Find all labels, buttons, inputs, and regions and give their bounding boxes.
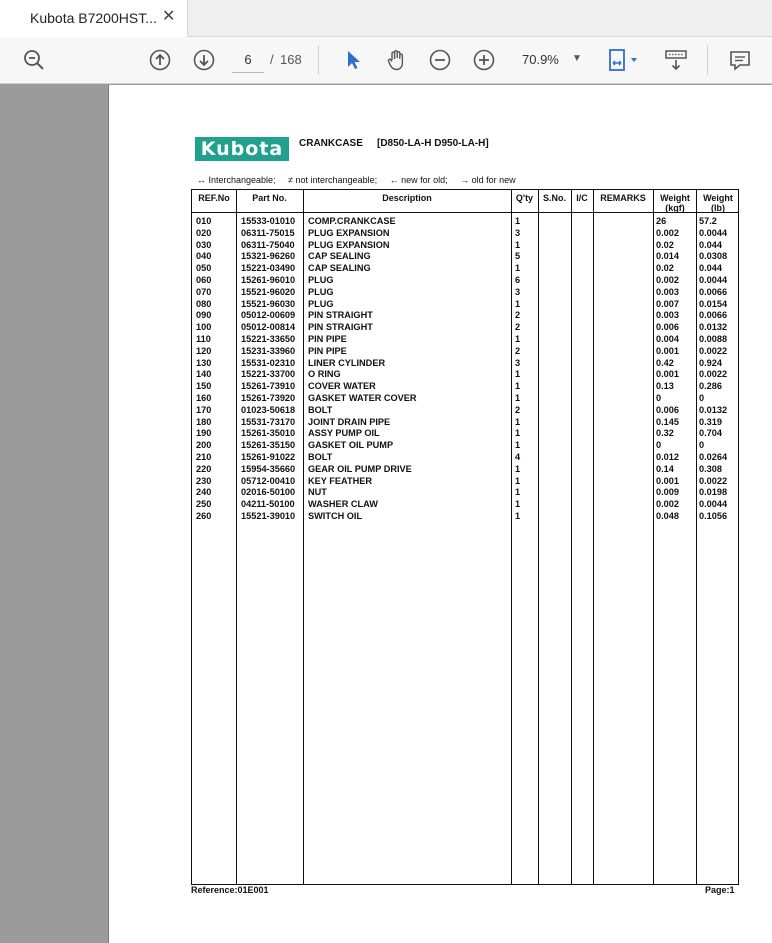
header-serial-no: S.No. (542, 193, 566, 203)
weight-lb-cell: 0.308 (699, 463, 722, 474)
weight-kgf-cell: 26 (656, 216, 667, 226)
tab-title: Kubota B7200HST... (30, 10, 157, 26)
weight-kgf-cell: 0.02 (656, 263, 674, 274)
part-no-cell: 05012-00609 (241, 310, 296, 321)
weight-kgf-cell: 0.006 (656, 322, 679, 333)
description-cell: COVER WATER (308, 381, 376, 392)
qty-cell: 3 (515, 357, 521, 368)
part-no-cell: 15261-35150 (241, 440, 296, 451)
weight-lb-cell: 0 (699, 392, 705, 403)
weight-lb-cell: 0.0022 (699, 345, 728, 356)
part-no-cell: 15221-03490 (241, 263, 296, 274)
chevron-down-icon: ▼ (572, 53, 582, 64)
qty-cell: 1 (515, 440, 521, 451)
previous-page-icon[interactable] (148, 48, 172, 72)
weight-kgf-cell: 0.14 (656, 463, 674, 474)
logo-text: Kubota (200, 138, 284, 160)
weight-kgf-cell: 0.32 (656, 428, 674, 439)
qty-cell: 3 (515, 286, 521, 297)
weight-kgf-cell: 0.002 (656, 499, 679, 510)
comment-icon[interactable] (728, 48, 752, 72)
description-cell: CAP SEALING (308, 263, 371, 274)
part-no-cell: 06311-75040 (241, 239, 295, 250)
document-tab[interactable] (0, 0, 188, 37)
part-no-cell: 02016-50100 (241, 487, 296, 498)
close-tab-icon[interactable]: ✕ (162, 8, 176, 25)
ref-no-cell: 030 (196, 239, 212, 250)
weight-lb-cell: 0.0132 (699, 404, 728, 415)
description-cell: CAP SEALING (308, 251, 371, 262)
weight-kgf-cell: 0.145 (656, 416, 679, 427)
description-cell: PLUG (308, 286, 334, 297)
weight-kgf-cell: 0.02 (656, 239, 674, 250)
qty-cell: 2 (515, 345, 521, 356)
header-ref: REF.No (198, 193, 230, 203)
legend-item: ≠ not interchangeable; (288, 175, 378, 185)
qty-cell: 2 (515, 322, 521, 333)
weight-kgf-cell: 0 (656, 392, 662, 403)
ref-no-cell: 080 (196, 298, 212, 309)
zoom-in-icon[interactable] (472, 48, 496, 72)
ref-no-cell: 110 (196, 333, 211, 344)
weight-kgf-cell: 0.007 (656, 298, 679, 309)
description-cell: PLUG EXPANSION (308, 227, 390, 238)
description-cell: ASSY PUMP OIL (308, 428, 380, 439)
weight-kgf-cell: 0.004 (656, 333, 679, 344)
weight-kgf-cell: 0.001 (656, 475, 679, 486)
header-qty: Q'ty (515, 193, 534, 203)
page-separator: / (270, 52, 274, 67)
description-cell: JOINT DRAIN PIPE (308, 416, 391, 427)
description-cell: GEAR OIL PUMP DRIVE (308, 463, 412, 474)
legend-item: → old for new (460, 175, 516, 185)
table-row (192, 452, 738, 464)
zoom-out-icon[interactable] (428, 48, 452, 72)
description-cell: PIN PIPE (308, 333, 347, 344)
description-cell: LINER CYLINDER (308, 357, 386, 368)
part-no-cell: 15533-01010 (241, 216, 296, 226)
weight-kgf-cell: 0.012 (656, 451, 679, 462)
viewer-toolbar (0, 37, 772, 84)
document-title: CRANKCASE (299, 138, 363, 149)
parts-table (191, 189, 739, 885)
table-row (192, 228, 738, 240)
ref-no-cell: 170 (196, 404, 212, 415)
qty-cell: 1 (515, 428, 521, 439)
table-row (192, 322, 738, 334)
table-row (192, 287, 738, 299)
weight-lb-cell: 0.924 (699, 357, 722, 368)
page-number-input[interactable] (232, 47, 264, 73)
qty-cell: 1 (515, 369, 521, 380)
ref-no-cell: 020 (196, 227, 212, 238)
weight-kgf-cell: 0.001 (656, 369, 679, 380)
total-pages: 168 (280, 52, 302, 67)
toolbar-divider (318, 45, 319, 75)
weight-kgf-cell: 0.003 (656, 286, 679, 297)
reference-footer: Reference:01E001 (191, 885, 269, 895)
ref-no-cell: 130 (196, 357, 212, 368)
weight-lb-cell: 0.1056 (699, 510, 728, 521)
tab-bar (0, 0, 772, 37)
table-row (192, 464, 738, 476)
description-cell: BOLT (308, 404, 333, 415)
zoom-value: 70.9% (522, 52, 559, 67)
table-row (192, 369, 738, 381)
weight-lb-cell: 0.044 (699, 239, 722, 250)
description-cell: PLUG (308, 298, 334, 309)
ref-no-cell: 210 (196, 451, 212, 462)
ref-no-cell: 050 (196, 263, 212, 274)
part-no-cell: 01023-50618 (241, 404, 296, 415)
part-no-cell: 04211-50100 (241, 499, 295, 510)
toolbar-divider (707, 45, 708, 75)
weight-lb-cell: 0.0022 (699, 369, 728, 380)
part-no-cell: 15261-73910 (241, 381, 296, 392)
description-cell: BOLT (308, 451, 333, 462)
select-cursor-icon[interactable] (342, 48, 366, 72)
ref-no-cell: 250 (196, 499, 212, 510)
weight-kgf-cell: 0.009 (656, 487, 679, 498)
part-no-cell: 15521-96020 (241, 286, 296, 297)
weight-lb-cell: 0.0088 (699, 333, 728, 344)
weight-lb-cell: 0.044 (699, 263, 722, 274)
part-no-cell: 15231-33960 (241, 345, 296, 356)
qty-cell: 1 (515, 239, 521, 250)
table-row (192, 428, 738, 440)
part-no-cell: 15531-73170 (241, 416, 296, 427)
qty-cell: 1 (515, 381, 521, 392)
part-no-cell: 15261-35010 (241, 428, 296, 439)
qty-cell: 1 (515, 333, 521, 344)
part-no-cell: 05012-00814 (241, 322, 296, 333)
table-row (192, 440, 738, 452)
weight-kgf-cell: 0.048 (656, 510, 679, 521)
hand-tool-icon[interactable] (384, 48, 408, 72)
ref-no-cell: 230 (196, 475, 212, 486)
ref-no-cell: 010 (196, 216, 212, 226)
part-no-cell: 15531-02310 (241, 357, 296, 368)
weight-kgf-cell: 0.13 (656, 381, 674, 392)
table-row (192, 405, 738, 417)
header-description: Description (382, 193, 432, 203)
weight-lb-cell: 0.0198 (699, 487, 728, 498)
weight-lb-cell: 0.0066 (699, 286, 728, 297)
weight-lb-cell: 0.319 (699, 416, 722, 427)
qty-cell: 1 (515, 392, 521, 403)
ref-no-cell: 150 (196, 381, 212, 392)
ref-no-cell: 220 (196, 463, 212, 474)
part-no-cell: 05712-00410 (241, 475, 296, 486)
ref-no-cell: 120 (196, 345, 212, 356)
ref-no-cell: 180 (196, 416, 212, 427)
weight-kgf-cell: 0.002 (656, 274, 679, 285)
qty-cell: 5 (515, 251, 521, 262)
table-row (192, 275, 738, 287)
weight-lb-cell: 0.0132 (699, 322, 728, 333)
ref-no-cell: 160 (196, 392, 212, 403)
weight-kgf-cell: 0.014 (656, 251, 679, 262)
next-page-icon[interactable] (192, 48, 216, 72)
description-cell: SWITCH OIL (308, 510, 363, 521)
description-cell: PLUG (308, 274, 334, 285)
legend-item: ← new for old; (389, 175, 448, 185)
qty-cell: 3 (515, 227, 521, 238)
description-cell: PLUG EXPANSION (308, 239, 390, 250)
table-row (192, 476, 738, 488)
weight-lb-cell: 0.0308 (699, 251, 728, 262)
part-no-cell: 15261-96010 (241, 274, 296, 285)
description-cell: WASHER CLAW (308, 499, 378, 510)
table-row (192, 358, 738, 370)
table-row (192, 216, 738, 228)
description-cell: GASKET OIL PUMP (308, 440, 394, 451)
weight-kgf-cell: 0.001 (656, 345, 679, 356)
weight-kgf-cell: 0.002 (656, 227, 679, 238)
ref-no-cell: 260 (196, 510, 212, 521)
description-cell: PIN PIPE (308, 345, 347, 356)
zoom-dropdown[interactable] (514, 47, 588, 73)
ref-no-cell: 240 (196, 487, 212, 498)
qty-cell: 1 (515, 463, 521, 474)
qty-cell: 6 (515, 274, 521, 285)
weight-lb-cell: 0.0044 (699, 274, 728, 285)
table-row (192, 381, 738, 393)
table-row (192, 310, 738, 322)
weight-lb-cell: 0.0154 (699, 298, 728, 309)
table-row (192, 346, 738, 358)
table-row (192, 393, 738, 405)
qty-cell: 1 (515, 475, 521, 486)
weight-lb-cell: 0.286 (699, 381, 722, 392)
weight-kgf-cell: 0.003 (656, 310, 679, 321)
ref-no-cell: 200 (196, 440, 212, 451)
scroll-mode-icon[interactable] (664, 48, 688, 72)
part-no-cell: 15521-96030 (241, 298, 296, 309)
kubota-logo (195, 137, 289, 161)
qty-cell: 1 (515, 487, 521, 498)
parts-rows (192, 216, 738, 523)
header-part-no: Part No. (252, 193, 287, 203)
qty-cell: 1 (515, 499, 521, 510)
weight-lb-cell: 0.704 (699, 428, 722, 439)
table-row (192, 263, 738, 275)
part-no-cell: 15221-33700 (241, 369, 296, 380)
table-row (192, 334, 738, 346)
part-no-cell: 15954-35660 (241, 463, 296, 474)
qty-cell: 4 (515, 451, 521, 462)
ref-no-cell: 190 (196, 428, 212, 439)
table-row (192, 499, 738, 511)
weight-kgf-cell: 0.42 (656, 357, 674, 368)
description-cell: O RING (308, 369, 341, 380)
page-footer: Page:1 (705, 885, 735, 895)
header-ic: I/C (576, 193, 588, 203)
part-no-cell: 15261-91022 (241, 451, 296, 462)
weight-lb-cell: 0 (699, 440, 705, 451)
part-no-cell: 06311-75015 (241, 227, 295, 238)
table-row (192, 240, 738, 252)
header-weight-lb: Weight (lb) (703, 193, 733, 213)
ref-no-cell: 070 (196, 286, 212, 297)
table-row (192, 251, 738, 263)
description-cell: GASKET WATER COVER (308, 392, 417, 403)
weight-lb-cell: 0.0022 (699, 475, 728, 486)
table-row (192, 487, 738, 499)
legend-item: ↔ Interchangeable; (197, 175, 276, 185)
ref-no-cell: 090 (196, 310, 212, 321)
document-page (108, 85, 772, 943)
qty-cell: 1 (515, 298, 521, 309)
part-no-cell: 15221-33650 (241, 333, 296, 344)
qty-cell: 1 (515, 216, 521, 226)
qty-cell: 1 (515, 416, 521, 427)
ref-no-cell: 060 (196, 274, 212, 285)
description-cell: COMP.CRANKCASE (308, 216, 396, 226)
ref-no-cell: 040 (196, 251, 212, 262)
table-row (192, 299, 738, 311)
weight-lb-cell: 0.0044 (699, 499, 728, 510)
zoom-out-magnifier-icon[interactable] (22, 48, 46, 72)
table-row (192, 417, 738, 429)
document-model: [D850-LA-H D950-LA-H] (377, 138, 489, 149)
part-no-cell: 15521-39010 (241, 510, 296, 521)
weight-kgf-cell: 0.006 (656, 404, 679, 415)
qty-cell: 2 (515, 310, 521, 321)
table-row (192, 511, 738, 523)
part-no-cell: 15321-96260 (241, 251, 296, 262)
weight-lb-cell: 57.2 (699, 216, 717, 226)
description-cell: PIN STRAIGHT (308, 322, 373, 333)
qty-cell: 1 (515, 510, 521, 521)
header-weight-kgf: Weight (kgf) (660, 193, 690, 213)
header-remarks: REMARKS (600, 193, 646, 203)
ref-no-cell: 140 (196, 369, 212, 380)
qty-cell: 1 (515, 263, 521, 274)
weight-kgf-cell: 0 (656, 440, 662, 451)
description-cell: KEY FEATHER (308, 475, 372, 486)
page-fit-icon[interactable] (606, 48, 642, 72)
interchangeability-legend (197, 175, 526, 185)
qty-cell: 2 (515, 404, 521, 415)
part-no-cell: 15261-73920 (241, 392, 296, 403)
weight-lb-cell: 0.0044 (699, 227, 728, 238)
weight-lb-cell: 0.0066 (699, 310, 728, 321)
weight-lb-cell: 0.0264 (699, 451, 728, 462)
ref-no-cell: 100 (196, 322, 212, 333)
description-cell: NUT (308, 487, 327, 498)
description-cell: PIN STRAIGHT (308, 310, 373, 321)
